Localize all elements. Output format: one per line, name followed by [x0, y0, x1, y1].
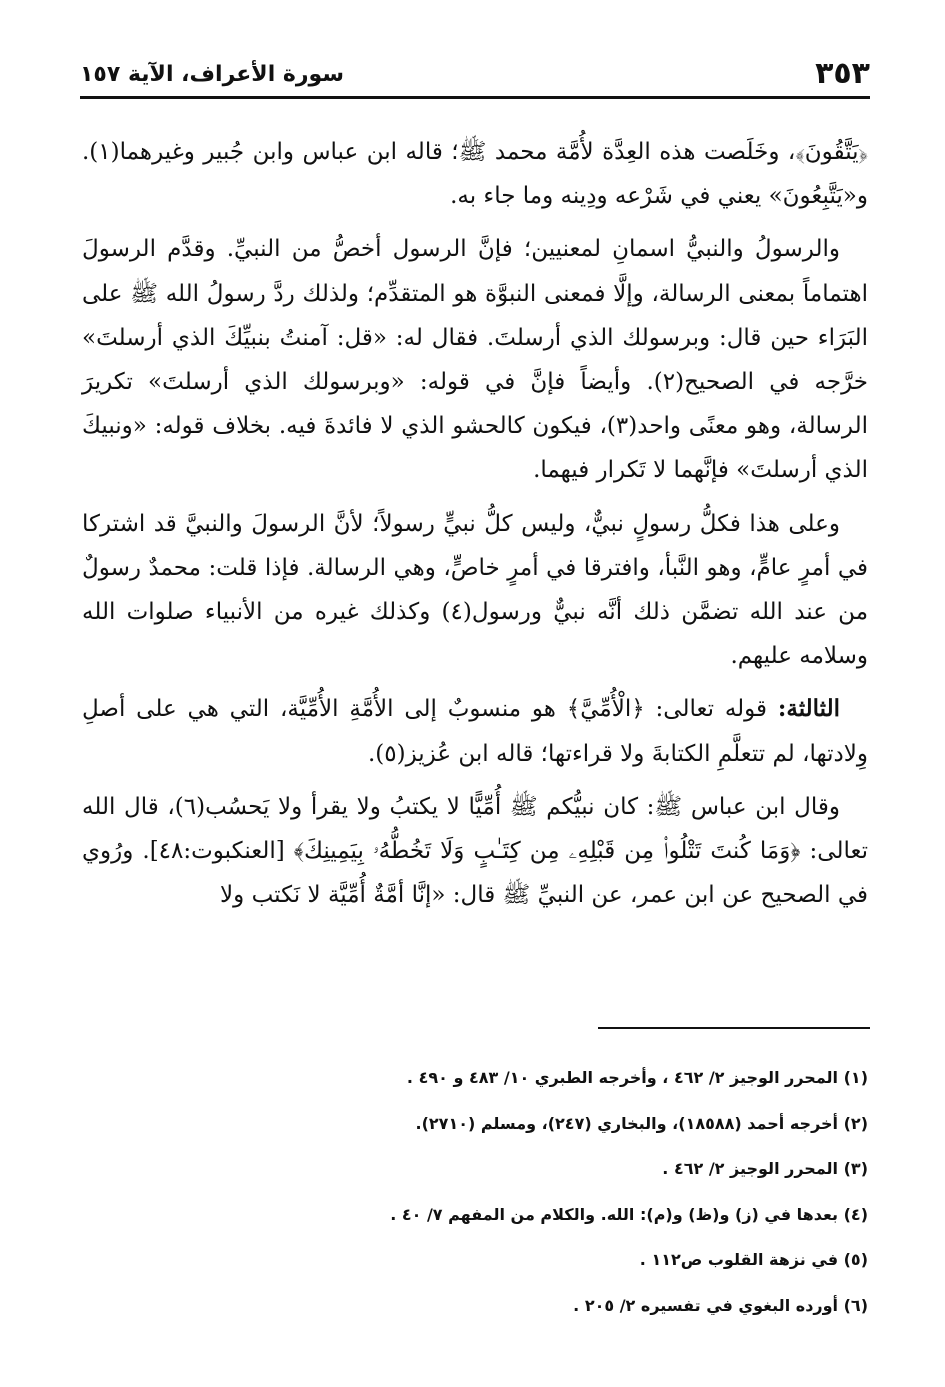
paragraph-5: وقال ابن عباس ﷺ: كان نبيُّكم ﷺ أُمِّيًّا لا يكتبُ ولا يقرأ ولا يَحسُب(٦)، قال الله تعالى: ﴿وَمَا كُنتَ تَتْلُوا۟ مِن قَبْلِهِۦ مِن كِتَـٰبٍ وَلَا تَخُطُّهُۥ بِيَمِينِكَ﴾ [العنكبوت:٤٨]. ورُوي في الصحيح عن ابن عمر، عن النبيِّ ﷺ قال: «إنَّا أمَّةٌ أُمِّيَّة لا نَكتب ولا [82, 793, 868, 909]
footnotes [82, 1055, 868, 1329]
main-text [82, 130, 868, 926]
paragraph-3: وعلى هذا فكلُّ رسولٍ نبيٌّ، وليس كلُّ نبيٍّ رسولاً؛ لأنَّ الرسولَ والنبيَّ قد اشتركا في أمرٍ عامٍّ، وهو النَّبأ، وافترقا في أمرٍ خاصٍّ، وهي الرسالة. فإذا قلت: محمدٌ رسولٌ من عند الله تضمَّن ذلك أنَّه نبيٌّ ورسول(٤) وكذلك غيره من الأنبياء صلوات الله وسلامه عليهم. [82, 510, 869, 670]
paragraph-2: والرسولُ والنبيُّ اسمانِ لمعنيين؛ فإنَّ الرسول أخصُّ من النبيِّ. وقدَّم الرسولَ اهتماماً بمعنى الرسالة، وإلَّا فمعنى النبوَّة هو المتقدِّم؛ ولذلك ردَّ رسولُ الله ﷺ على البَرَاء حين قال: وبرسولك الذي أرسلتَ. فقال له: «قل: آمنتُ بنبيِّكَ الذي أرسلتَ» خرَّجه في الصحيح(٢). وأيضاً فإنَّ في قوله: «وبرسولك الذي أرسلتَ» تكريرَ الرسالة، وهو معنًى واحد(٣)، فيكون كالحشو الذي لا فائدةَ فيه. بخلاف قوله: «ونبيكَ الذي أرسلتَ» فإنَّهما لا تَكرار فيهما. [82, 236, 869, 484]
footnote-1: (١) المحرر الوجيز ٢/ ٤٦٢ ، وأخرجه الطبري ١٠/ ٤٨٣ و ٤٩٠ . [406, 1068, 868, 1087]
paragraph-4 [82, 687, 868, 775]
footnote-4: (٤) بعدها في (ز) و(ظ) و(م): الله. والكلام من المفهم ٧/ ٤٠ . [390, 1204, 868, 1224]
running-title: سورة الأعراف، الآية ١٥٧ [80, 61, 344, 87]
footnote-6: (٦) أورده البغوي في تفسيره ٢/ ٢٠٥ . [573, 1295, 868, 1315]
page-header [80, 52, 870, 99]
footnote-2: (٢) أخرجه أحمد (١٨٥٨٨)، والبخاري (٢٤٧)، ومسلم (٢٧١٠). [415, 1113, 868, 1133]
footnote-5: (٥) في نزهة القلوب ص١١٢ . [639, 1250, 868, 1270]
footnote-separator [598, 1027, 870, 1029]
paragraph-4-text: قوله تعالى: ﴿الْأُمِّيَّ﴾ هو منسوبٌ إلى الأُمَّةِ الأُمِّيَّة، التي هي على أصلِ وِلادتها، لم تتعلَّمِ الكتابةَ ولا قراءتها؛ قاله ابن عُزيز(٥). [82, 696, 868, 767]
paragraph-1: ﴿يَتَّقُونَ﴾، وخَلَصت هذه العِدَّة لأُمَّة محمد ﷺ؛ قاله ابن عباس وابن جُبير وغيرهما(١). و«يَتَّبِعُونَ» يعني في شَرْعه ودِينه وما جاء به. [82, 139, 868, 210]
footnote-3: (٣) المحرر الوجيز ٢/ ٤٦٢ . [662, 1159, 868, 1179]
page-number: ٣٥٣ [815, 56, 870, 91]
section-heading-third: الثالثة: [777, 695, 840, 723]
